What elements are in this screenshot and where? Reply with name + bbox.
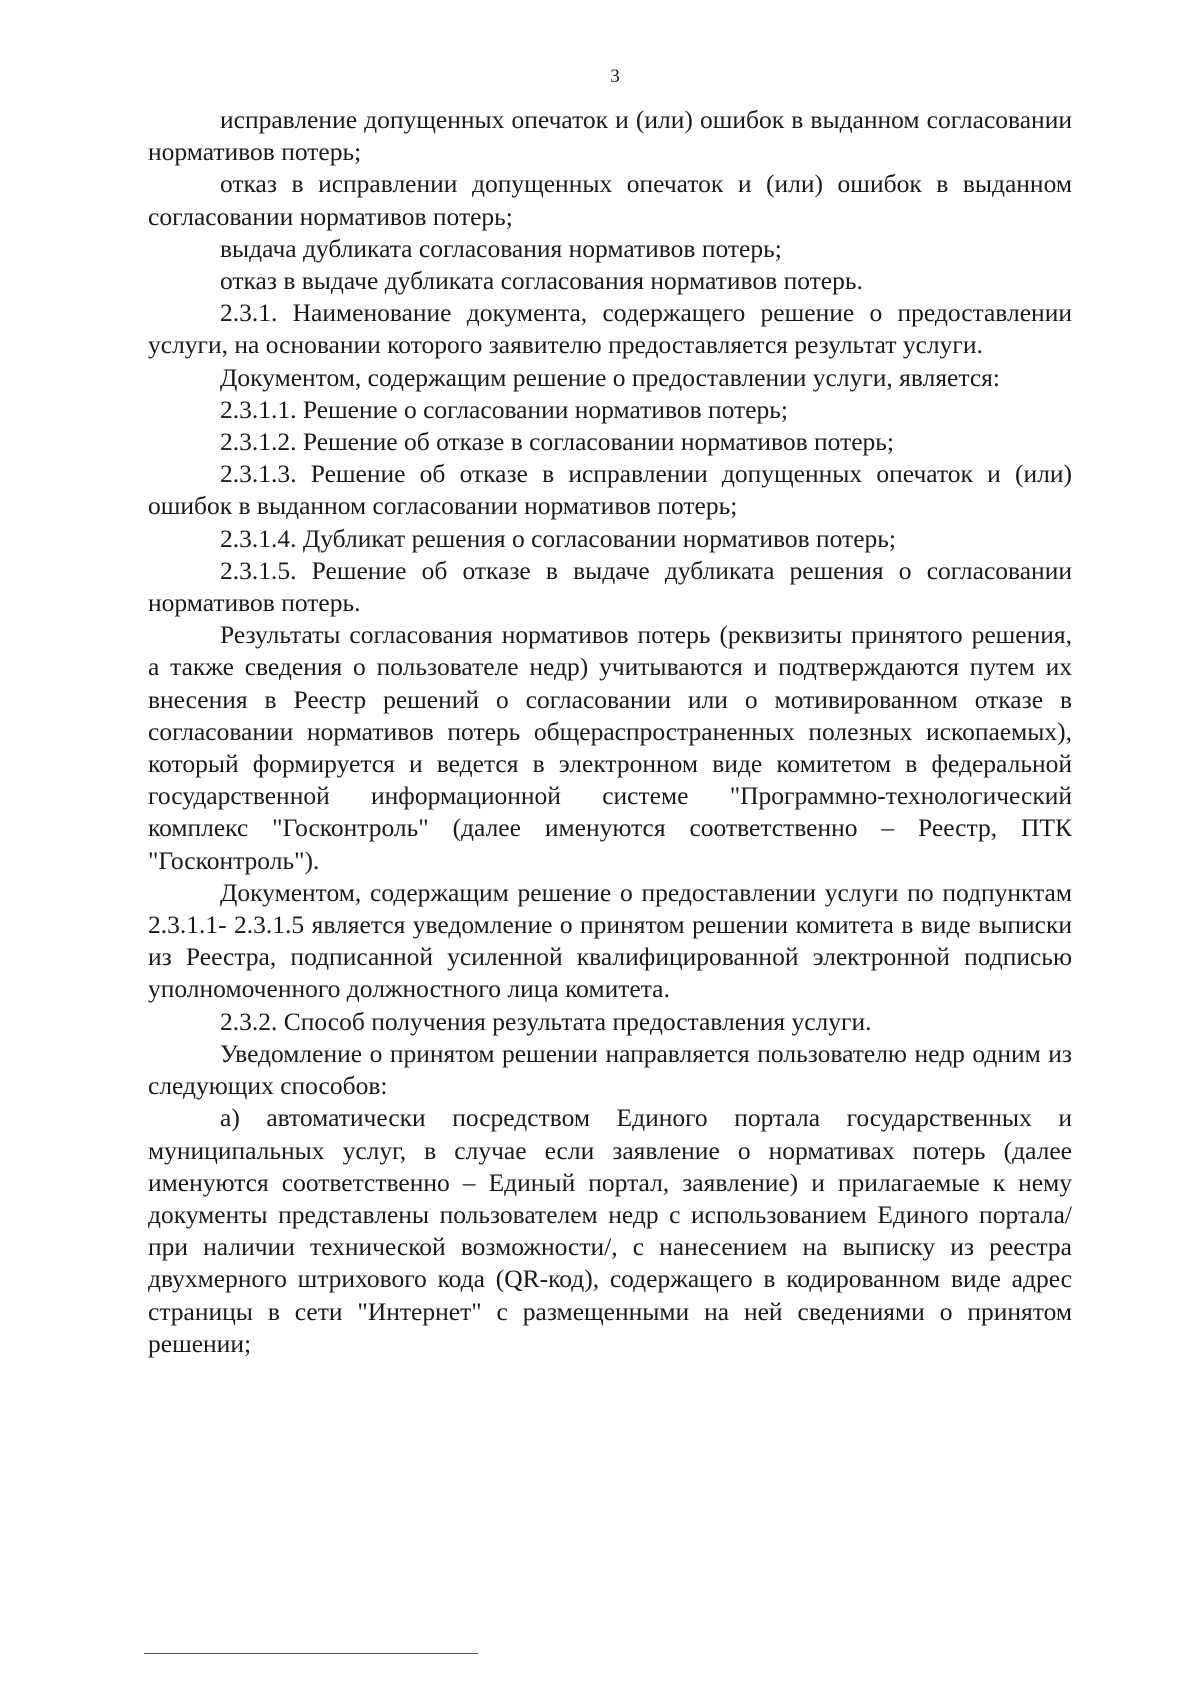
page-number: 3 (610, 66, 620, 87)
paragraph-decision-document: Документом, содержащим решение о предоставлении услуги, является: (220, 362, 1000, 392)
footnote-divider (144, 1653, 478, 1654)
paragraph-correction-refusal: отказ в исправлении допущенных опечаток и (или) ошибок в выданном согласовании нормативов потерь; (148, 169, 1072, 231)
paragraph-2-3-1-3: 2.3.1.3. Решение об отказе в исправлении допущенных опечаток и (или) ошибок в выданном согласовании нормативов потерь; (148, 459, 1072, 521)
paragraph-method-a: а) автоматически посредством Единого портала государственных и муниципальных услуг, в случае если заявление о нормативах потерь (далее именуются соответственно – Единый портал, заявление) и прилагаемые к нему документы представлены пользователем недр с использованием Единого портала/при наличии технической возможности/, с нанесением на выписку из реестра двухмерного штрихового кода (QR-код), содержащего в кодированном виде адрес страницы в сети "Интернет" с размещенными на ней сведениями о принятом решении; (148, 1103, 1072, 1358)
paragraph-2-3-1-heading: 2.3.1. Наименование документа, содержащего решение о предоставлении услуги, на основании которого заявителю предоставляется результат услуги. (148, 298, 1072, 360)
paragraph-notification-methods: Уведомление о принятом решении направляется пользователю недр одним из следующих способов: (148, 1038, 1072, 1101)
paragraph-duplicate-refusal: отказ в выдаче дубликата согласования нормативов потерь. (220, 266, 863, 296)
paragraph-registry-results: Результаты согласования нормативов потерь (реквизиты принятого решения, а также сведения о пользователе недр) учитываются и подтверждаются путем их внесения в Реестр решений о согласовании или о мотивированном отказе в согласовании нормативов потерь общераспространенных полезных ископаемых), который формируется и ведется в электронном виде комитетом в федеральной государственной информационной системе "Программно-технологический комплекс "Госконтроль" (далее именуются соответственно – Реестр, ПТК "Госконтроль"). (148, 620, 1072, 875)
paragraph-2-3-1-4: 2.3.1.4. Дубликат решения о согласовании нормативов потерь; (220, 523, 896, 553)
paragraph-2-3-2-heading: 2.3.2. Способ получения результата предоставления услуги. (220, 1006, 872, 1036)
paragraph-2-3-1-2: 2.3.1.2. Решение об отказе в согласовании нормативов потерь; (220, 427, 895, 457)
paragraph-2-3-1-1: 2.3.1.1. Решение о согласовании нормативов потерь; (220, 394, 788, 424)
paragraph-duplicate-issue: выдача дубликата согласования нормативов потерь; (220, 233, 782, 263)
paragraph-2-3-1-5: 2.3.1.5. Решение об отказе в выдаче дубликата решения о согласовании нормативов потерь. (148, 555, 1072, 618)
paragraph-notification-document: Документом, содержащим решение о предоставлении услуги по подпунктам 2.3.1.1- 2.3.1.5 является уведомление о принятом решении комитета в виде выписки из Реестра, подписанной усиленной квалифицированной электронной подписью уполномоченного должностного лица комитета. (148, 877, 1072, 1004)
document-body (148, 104, 1072, 1360)
paragraph-correction: исправление допущенных опечаток и (или) ошибок в выданном согласовании нормативов потерь; (148, 105, 1072, 167)
